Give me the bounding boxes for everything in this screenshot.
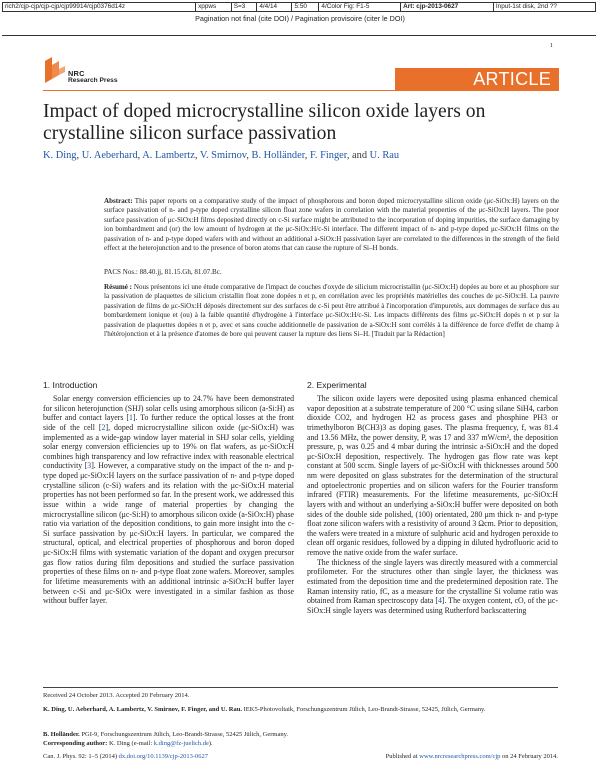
author-link[interactable]: K. Ding (43, 150, 77, 161)
text-run: The silicon oxide layers were deposited using plasma enhanced chemical vapor deposition at a substrate temperature of 200 °C using silane SiH4, carbon dioxide CO2, and hydrogen H2 as process gases and phosphine PH3 or trimethylboron B(CH3)3 as doping gases. The plasma frequency, f, was 81.4 and 13.56 MHz, the power density, P, was 17 and 337 mW/cm², the deposition pressure, p, was 0.25 and 4 mbar during the intrinsic a-SiOx:H and the doped μc-SiOx:H deposition, respectively. The hydrogen gas flow rate was kept constant at 500 sccm. Single layers of μc-SiOx:H with thicknesses around 500 nm were deposited on glass substrates for the determination of the structural and optoelectronic properties and on silicon wafers for the Fourier transform infrared (FTIR) measurements. For the lifetime measurements, μc-SiOx:H layers with and without an underlying a-SiOx:H buffer were deposited on both sides of the double side polished, (100) orientated, 280 μm thick n- and p-type float zone silicon wafers with a resistivity of around 3 Ωcm. Prior to deposition, the wafers were treated in a mixture of sulphuric acid and hydrogen peroxide to clean off organic residues, followed by a dipping in diluted hydrofluoric acid to remove the native oxide from the wafer surface. (307, 394, 558, 557)
header-cell-system: xppws (196, 3, 232, 12)
author-list (43, 150, 563, 162)
article-title (43, 101, 563, 145)
intro-paragraph (43, 394, 294, 606)
text-run: ]. To further reduce the optical losses at the front side of the cell [ (43, 413, 294, 432)
pagination-notice: Pagination not final (cite DOI) / Pagination provisoire (citer le DOI) (195, 14, 405, 23)
abstract-label: Abstract: (104, 197, 133, 205)
logo-nrc-text: NRC (68, 69, 85, 78)
header-cell-time: 5:50 (292, 3, 319, 12)
section-heading-introduction: 1. Introduction (43, 380, 98, 390)
author-link[interactable]: A. Lambertz (142, 150, 195, 161)
doi-link[interactable]: dx.doi.org/10.1139/cjp-2013-0627 (118, 753, 209, 760)
title-line-2: crystalline silicon surface passivation (43, 123, 337, 144)
text-run: ], doped microcrystalline silicon oxide (μc-SiOx:H) was implemented as a wide-gap window layer material in SHJ solar cells, yielding solar energy conversion efficiencies up to 19% on flat wafers, as μc-SiOx:H combines high transparency and low refractive index with reasonable electrical conductivity [ (43, 422, 294, 471)
reference-link[interactable]: 4 (437, 596, 442, 606)
author-sep: , (76, 150, 82, 161)
text-run: Solar energy conversion efficiencies up to 24.7% have been demonstrated for silicon heterojunction (SHJ) solar cells using amorphous silicon (a-Si:H) as buffer and contact layers [ (43, 394, 294, 423)
corresponding-label: Corresponding author: (43, 740, 108, 747)
author-sep: , and (346, 150, 370, 161)
author-sep: , (246, 150, 252, 161)
resume-label: Résumé : (104, 283, 133, 291)
affiliation-2 (43, 731, 558, 740)
affiliation-1 (43, 706, 558, 715)
abstract-french (104, 283, 559, 339)
corresponding-author (43, 740, 558, 749)
published-text: Published at (385, 753, 420, 760)
affiliation-names: K. Ding, U. Aeberhard, A. Lambertz, V. Smirnov, F. Finger, and U. Rau. (43, 706, 242, 713)
citation-footer (43, 753, 208, 761)
reference-link[interactable]: 1 (128, 413, 133, 423)
publication-footer (386, 753, 558, 760)
affiliation-names: B. Holländer. (43, 731, 80, 738)
text-run: ]. However, a comparative study on the impact of the n- and p-type doped μc-SiOx:H layers on the surface passivation of n- and p-type doped crystalline silicon (c-Si) wafers and its relation with the μc-SiOx:H material properties has not been performed so far. In the present work, we addressed this issue within a wide range of material properties by changing the microcrystalline silicon (μc-Si:H) to amorphous silicon oxide (a-SiOx:H) phase ratio via variation of the deposition conditions, to gain more insight into the c-Si surface passivation by μc-SiOx:H layers. In particular, we compared the structural, optical, and electrical properties of phosphorous and boron doped μc-SiOx:H films with systematic variation of the dopant and oxygen precursor gas flow ratios during film depositions and studied the surface passivation properties of these films on n- and p-type float zone wafers. Moreover, samples for lifetime measurements with an additional intrinsic a-SiOx:H buffer layer between c-Si and μc-SiOx were investigated in a similar fashion as those without buffer layer. (43, 461, 294, 606)
header-cell-input: Input-1st disk, 2nd ?? (493, 3, 595, 12)
author-sep: , (137, 150, 143, 161)
corresponding-text: K. Ding (e-mail: (107, 740, 154, 747)
citation-text: Can. J. Phys. 92: 1–5 (2014) (43, 753, 119, 760)
header-cell-article: Art: cjp-2013-0627 (401, 3, 494, 12)
author-link[interactable]: U. Aeberhard (81, 150, 138, 161)
author-link[interactable]: F. Finger (309, 150, 347, 161)
footnote-divider (43, 687, 558, 688)
logo-press-text: Research Press (68, 77, 118, 84)
page-number: 1 (549, 42, 553, 49)
header-cell-date: 4/4/14 (257, 3, 292, 12)
affiliation-text: PGI-9, Forschungszentrum Jülich, Leo-Brandt-Strasse, 52425 Jülich, Germany. (79, 731, 289, 738)
experimental-paragraph-2 (307, 558, 558, 616)
column-right (307, 394, 558, 615)
affiliation-text: IEK5-Photovoltaik, Forschungszentrum Jülich, Leo-Brandt-Strasse, 52425, Jülich, Germany. (242, 706, 486, 713)
corresponding-end: ). (208, 740, 213, 747)
pacs-numbers: PACS Nos.: 88.40.jj, 81.15.Gh, 81.07.Bc. (104, 268, 222, 276)
published-date: on 24 February 2014. (500, 753, 558, 760)
author-link[interactable]: V. Smirnov (199, 150, 247, 161)
header-divider (2, 35, 596, 36)
author-sep: , (194, 150, 200, 161)
reference-link[interactable]: 3 (87, 461, 92, 471)
text-run: ]. The oxygen content, cO, of the μc-SiOx:H single layers was determined using Rutherford backscattering (307, 596, 559, 615)
email-link[interactable]: k.ding@fz-juelich.de (153, 740, 209, 747)
section-heading-experimental: 2. Experimental (307, 380, 367, 390)
header-cell-s: S=3 (231, 3, 257, 12)
reference-link[interactable]: 2 (101, 422, 106, 432)
received-dates: Received 24 October 2013. Accepted 20 February 2014. (43, 692, 190, 699)
title-line-1: Impact of doped microcrystalline silicon oxide layers on (43, 101, 486, 122)
nrc-logo (43, 55, 123, 91)
abstract-text: This paper reports on a comparative study of the impact of phosphorous and boron doped microcrystalline silicon oxide (μc-SiOx:H) layers on the surface passivation of n- and p-type doped crystalline silicon float zone wafers in correlation with the material properties of the μc-SiOx:H layers. The poor surface passivation of μc-SiOx:H films deposited directly on c-Si surface might be attributed to the incorporation of doping impurities, the surface damaging by ion bombardment and (or) the low amount of hydrogen at the μc-SiOx:H/c-Si interface. The different impact of n- and p-type doped μc-SiOx:H films on the passivation of n- and p-type doped wafers with and without an additional a-SiOx:H passivation layer are correlated to the differences in the strength of the field effect at the heterojunction and to the presence of boron atoms that can cause the rupture of Si–H bonds. (104, 197, 559, 253)
author-link[interactable]: U. Rau (369, 150, 400, 161)
header-accent-rule (43, 90, 559, 91)
header-cell-path: rich2/cjp-cjp/cjp-cjp/cjp99914/cjp0376d14z (3, 3, 196, 12)
journal-url-link[interactable]: www.nrcresearchpress.com/cjp (419, 753, 501, 760)
text-run: The thickness of the single layers was directly measured with a commercial profilometer. For the structures other than single layer, the thickness was estimated from the deposition time and the predetermined deposition rate. The Raman intensity ratio, fC, as a measure for the crystalline Si volume ratio was obtained from Raman spectroscopy data [ (307, 557, 558, 606)
production-header-bar (2, 2, 596, 12)
article-type-label: ARTICLE (473, 69, 551, 89)
abstract-english (104, 197, 559, 253)
experimental-paragraph-1 (307, 394, 558, 558)
column-left (43, 394, 294, 606)
nrc-logo-icon (43, 55, 67, 85)
article-type-banner (395, 68, 559, 91)
author-link[interactable]: B. Holländer (251, 150, 305, 161)
resume-text: Nous présentons ici une étude comparative de l'impact de couches d'oxyde de silicium microcristallin (μc-SiOx:H) dopées au bore et au phosphore sur la passivation de plaquettes de silicium cristallin float zone dopées n et p, en corrélation avec les propriétés matérielles des couches de μc-SiOx:H. La pauvre passivation de films de μc-SiOx:H déposés directement sur des surfaces de c-Si peut être attribué à l'incorporation d'impuretés, aux dommages de surface dus au bombardement ionique et (ou) à la faible quantité d'hydrogène à l'interface μc-SiOx:H/c-Si. Les impacts différents des films μc-SiOx:H dopés n et p sur la passivation de plaquettes dopées n et p, avec et sans couche additionnelle de passivation de a-SiOx:H sont corrélés à la différence de force d'effet de champ à l'hétérojonction et à la présence d'atomes de bore qui peuvent causer la rupture des liens Si–H. [Traduit par la Rédaction] (104, 283, 559, 339)
header-cell-figs: 4/Color Fig: F1-5 (319, 3, 401, 12)
author-sep: , (304, 150, 310, 161)
